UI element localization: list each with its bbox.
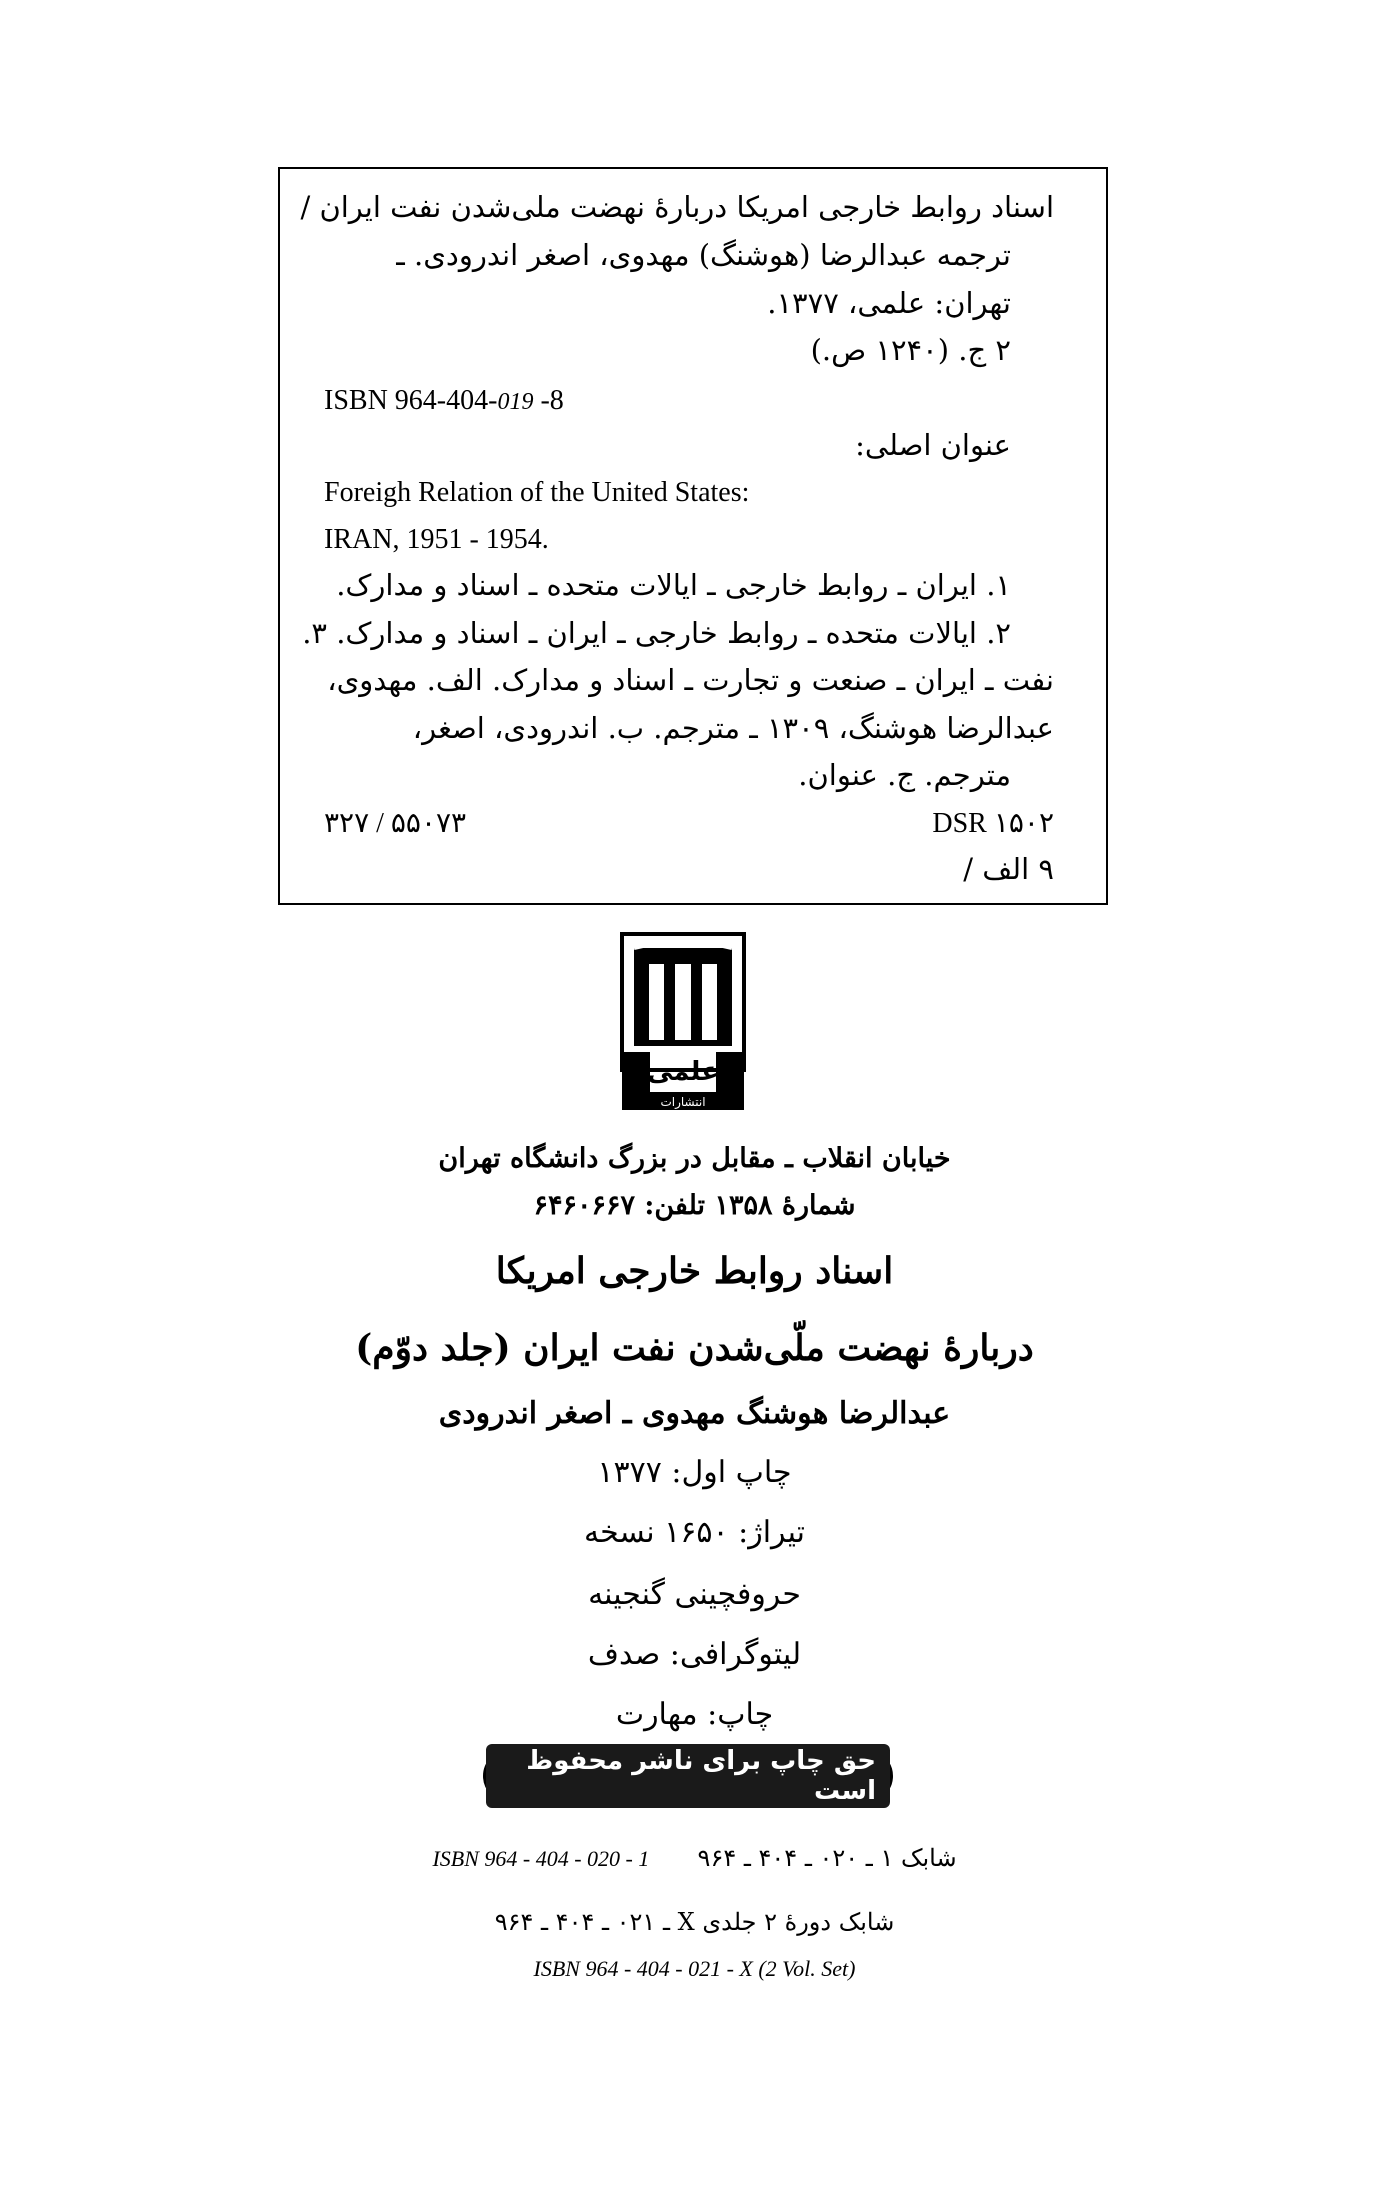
cip-card [278,167,1108,905]
cip-original-title-1: Foreigh Relation of the United States: [324,477,750,508]
cip-subject-3: نفت ـ ایران ـ صنعت و تجارت ـ اسناد و مدارک. الف. مهدوی، [327,663,1054,697]
cip-subject-2: ۲. ایالات متحده ـ روابط خارجی ـ ایران ـ اسناد و مدارک. ۳. [302,616,1011,650]
cip-original-title-label: عنوان اصلی: [855,428,1011,462]
cip-dewey: ۳۲۷ / ۵۵۰۷۳ [324,808,467,839]
logo-text: علمی [646,1057,720,1087]
publisher-address: خیابان انقلاب ـ مقابل در بزرگ دانشگاه تهران [438,1143,951,1174]
cip-publisher-line: تهران: علمی، ۱۳۷۷. [767,286,1011,320]
cip-original-title-2: IRAN, 1951 - 1954. [324,524,549,555]
cip-subject-1: ۱. ایران ـ روابط خارجی ـ ایالات متحده ـ اسناد و مدارک. [336,568,1011,602]
typesetting: حروفچینی گنجینه [588,1577,801,1612]
logo-subtext: انتشارات [660,1095,706,1109]
cip-subject-5: مترجم. ج. عنوان. [798,758,1011,792]
cip-isbn: ISBN 964-404-019 -8 [324,385,564,416]
book-subtitle: دربارهٔ نهضت ملّی‌شدن نفت ایران (جلد دوّم) [355,1327,1034,1369]
copyright-badge [483,1746,893,1806]
cip-congress-2: ۹ الف / [963,852,1054,886]
cip-translator-line: ترجمه عبدالرضا (هوشنگ) مهدوی، اصغر اندرودی. ـ [396,238,1011,272]
first-print: چاپ اول: ۱۳۷۷ [597,1455,792,1490]
book-title: اسناد روابط خارجی امریکا [495,1250,894,1292]
lithography: لیتوگرافی: صدف [587,1637,802,1672]
set-isbn-en: ISBN 964 - 404 - 021 - X (2 Vol. Set) [533,1956,856,1981]
cip-congress: DSR ۱۵۰۲ [932,808,1054,839]
circulation: تیراژ: ۱۶۵۰ نسخه [584,1515,805,1550]
printing-house: چاپ: مهارت [615,1697,774,1732]
book-logo-icon [620,932,746,1112]
set-isbn-fa: شابک دورهٔ ۲ جلدی X ـ ۰۲۱ ـ ۴۰۴ ـ ۹۶۴ [494,1908,895,1936]
book-authors: عبدالرضا هوشنگ مهدوی ـ اصغر اندرودی [438,1396,951,1431]
isbn-row [0,1844,1389,1872]
copyright-text: حق چاپ برای ناشر محفوظ است [486,1744,890,1808]
isbn-en: ISBN 964 - 404 - 020 - 1 [432,1846,650,1871]
cip-subject-4: عبدالرضا هوشنگ، ۱۳۰۹ ـ مترجم. ب. اندرودی، اصغر، [412,711,1054,745]
isbn-fa: شابک ۱ ـ ۰۲۰ ـ ۴۰۴ ـ ۹۶۴ [697,1844,957,1872]
cip-title-line: اسناد روابط خارجی امریکا دربارهٔ نهضت ملی‌شدن نفت ایران / [300,190,1054,224]
cip-extent-line: ۲ ج. (۱۲۴۰ ص.) [810,333,1011,367]
publisher-phone: شمارهٔ ۱۳۵۸ تلفن: ۶۴۶۰۶۶۷ [533,1190,856,1221]
